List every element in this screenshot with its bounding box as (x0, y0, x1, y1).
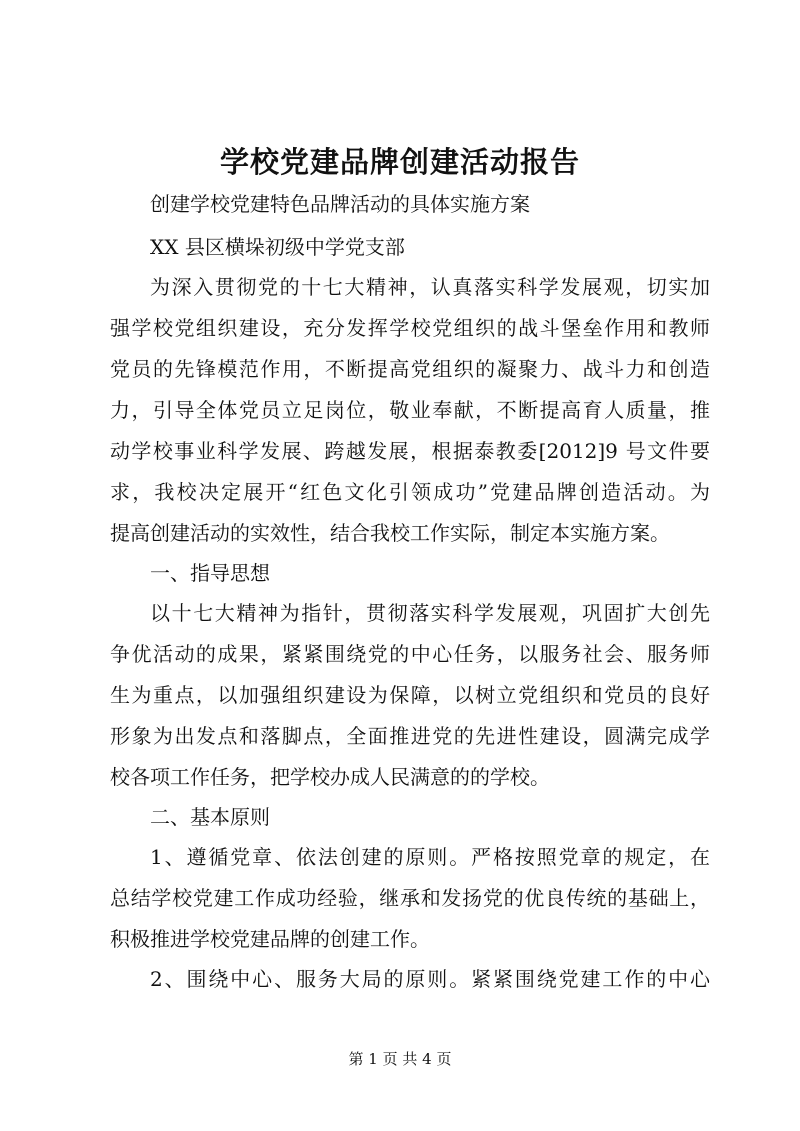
organization-line: XX 县区横垛初级中学党支部 (150, 235, 405, 259)
paragraph-line: 提高创建活动的实效性，结合我校工作实际，制定本实施方案。 (110, 521, 670, 545)
paragraph-line: 动学校事业科学发展、跨越发展，根据泰教委[2012]9 号文件要 (110, 439, 710, 463)
paragraph-line: 积极推进学校党建品牌的创建工作。 (110, 927, 430, 951)
subtitle-line: 创建学校党建特色品牌活动的具体实施方案 (150, 192, 530, 216)
paragraph-line: 为深入贯彻党的十七大精神，认真落实科学发展观，切实加 (150, 275, 710, 299)
paragraph-line: 总结学校党建工作成功经验，继承和发扬党的优良传统的基础上， (110, 886, 710, 910)
page-title: 学校党建品牌创建活动报告 (219, 145, 580, 179)
page-footer: 第 1 页 共 4 页 (348, 1050, 452, 1068)
paragraph-line: 求，我校决定展开“红色文化引领成功”党建品牌创造活动。为 (110, 480, 710, 504)
paragraph-line: 以十七大精神为指针，贯彻落实科学发展观，巩固扩大创先 (150, 601, 710, 625)
paragraph-line: 强学校党组织建设，充分发挥学校党组织的战斗堡垒作用和教师 (110, 316, 710, 340)
paragraph-line: 2、围绕中心、服务大局的原则。紧紧围绕党建工作的中心 (150, 967, 710, 991)
paragraph-line: 校各项工作任务，把学校办成人民满意的的学校。 (110, 765, 550, 789)
paragraph-line: 1、遵循党章、依法创建的原则。严格按照党章的规定，在 (150, 845, 710, 869)
paragraph-line: 力，引导全体党员立足岗位，敬业奉献，不断提高育人质量，推 (110, 398, 710, 422)
paragraph-line: 党员的先锋模范作用，不断提高党组织的凝聚力、战斗力和创造 (110, 357, 710, 381)
section-heading: 二、基本原则 (150, 805, 270, 829)
paragraph-line: 生为重点，以加强组织建设为保障，以树立党组织和党员的良好 (110, 683, 710, 707)
paragraph-line: 争优活动的成果，紧紧围绕党的中心任务，以服务社会、服务师 (110, 642, 710, 666)
section-heading: 一、指导思想 (150, 561, 270, 585)
paragraph-line: 形象为出发点和落脚点，全面推进党的先进性建设，圆满完成学 (110, 724, 710, 748)
